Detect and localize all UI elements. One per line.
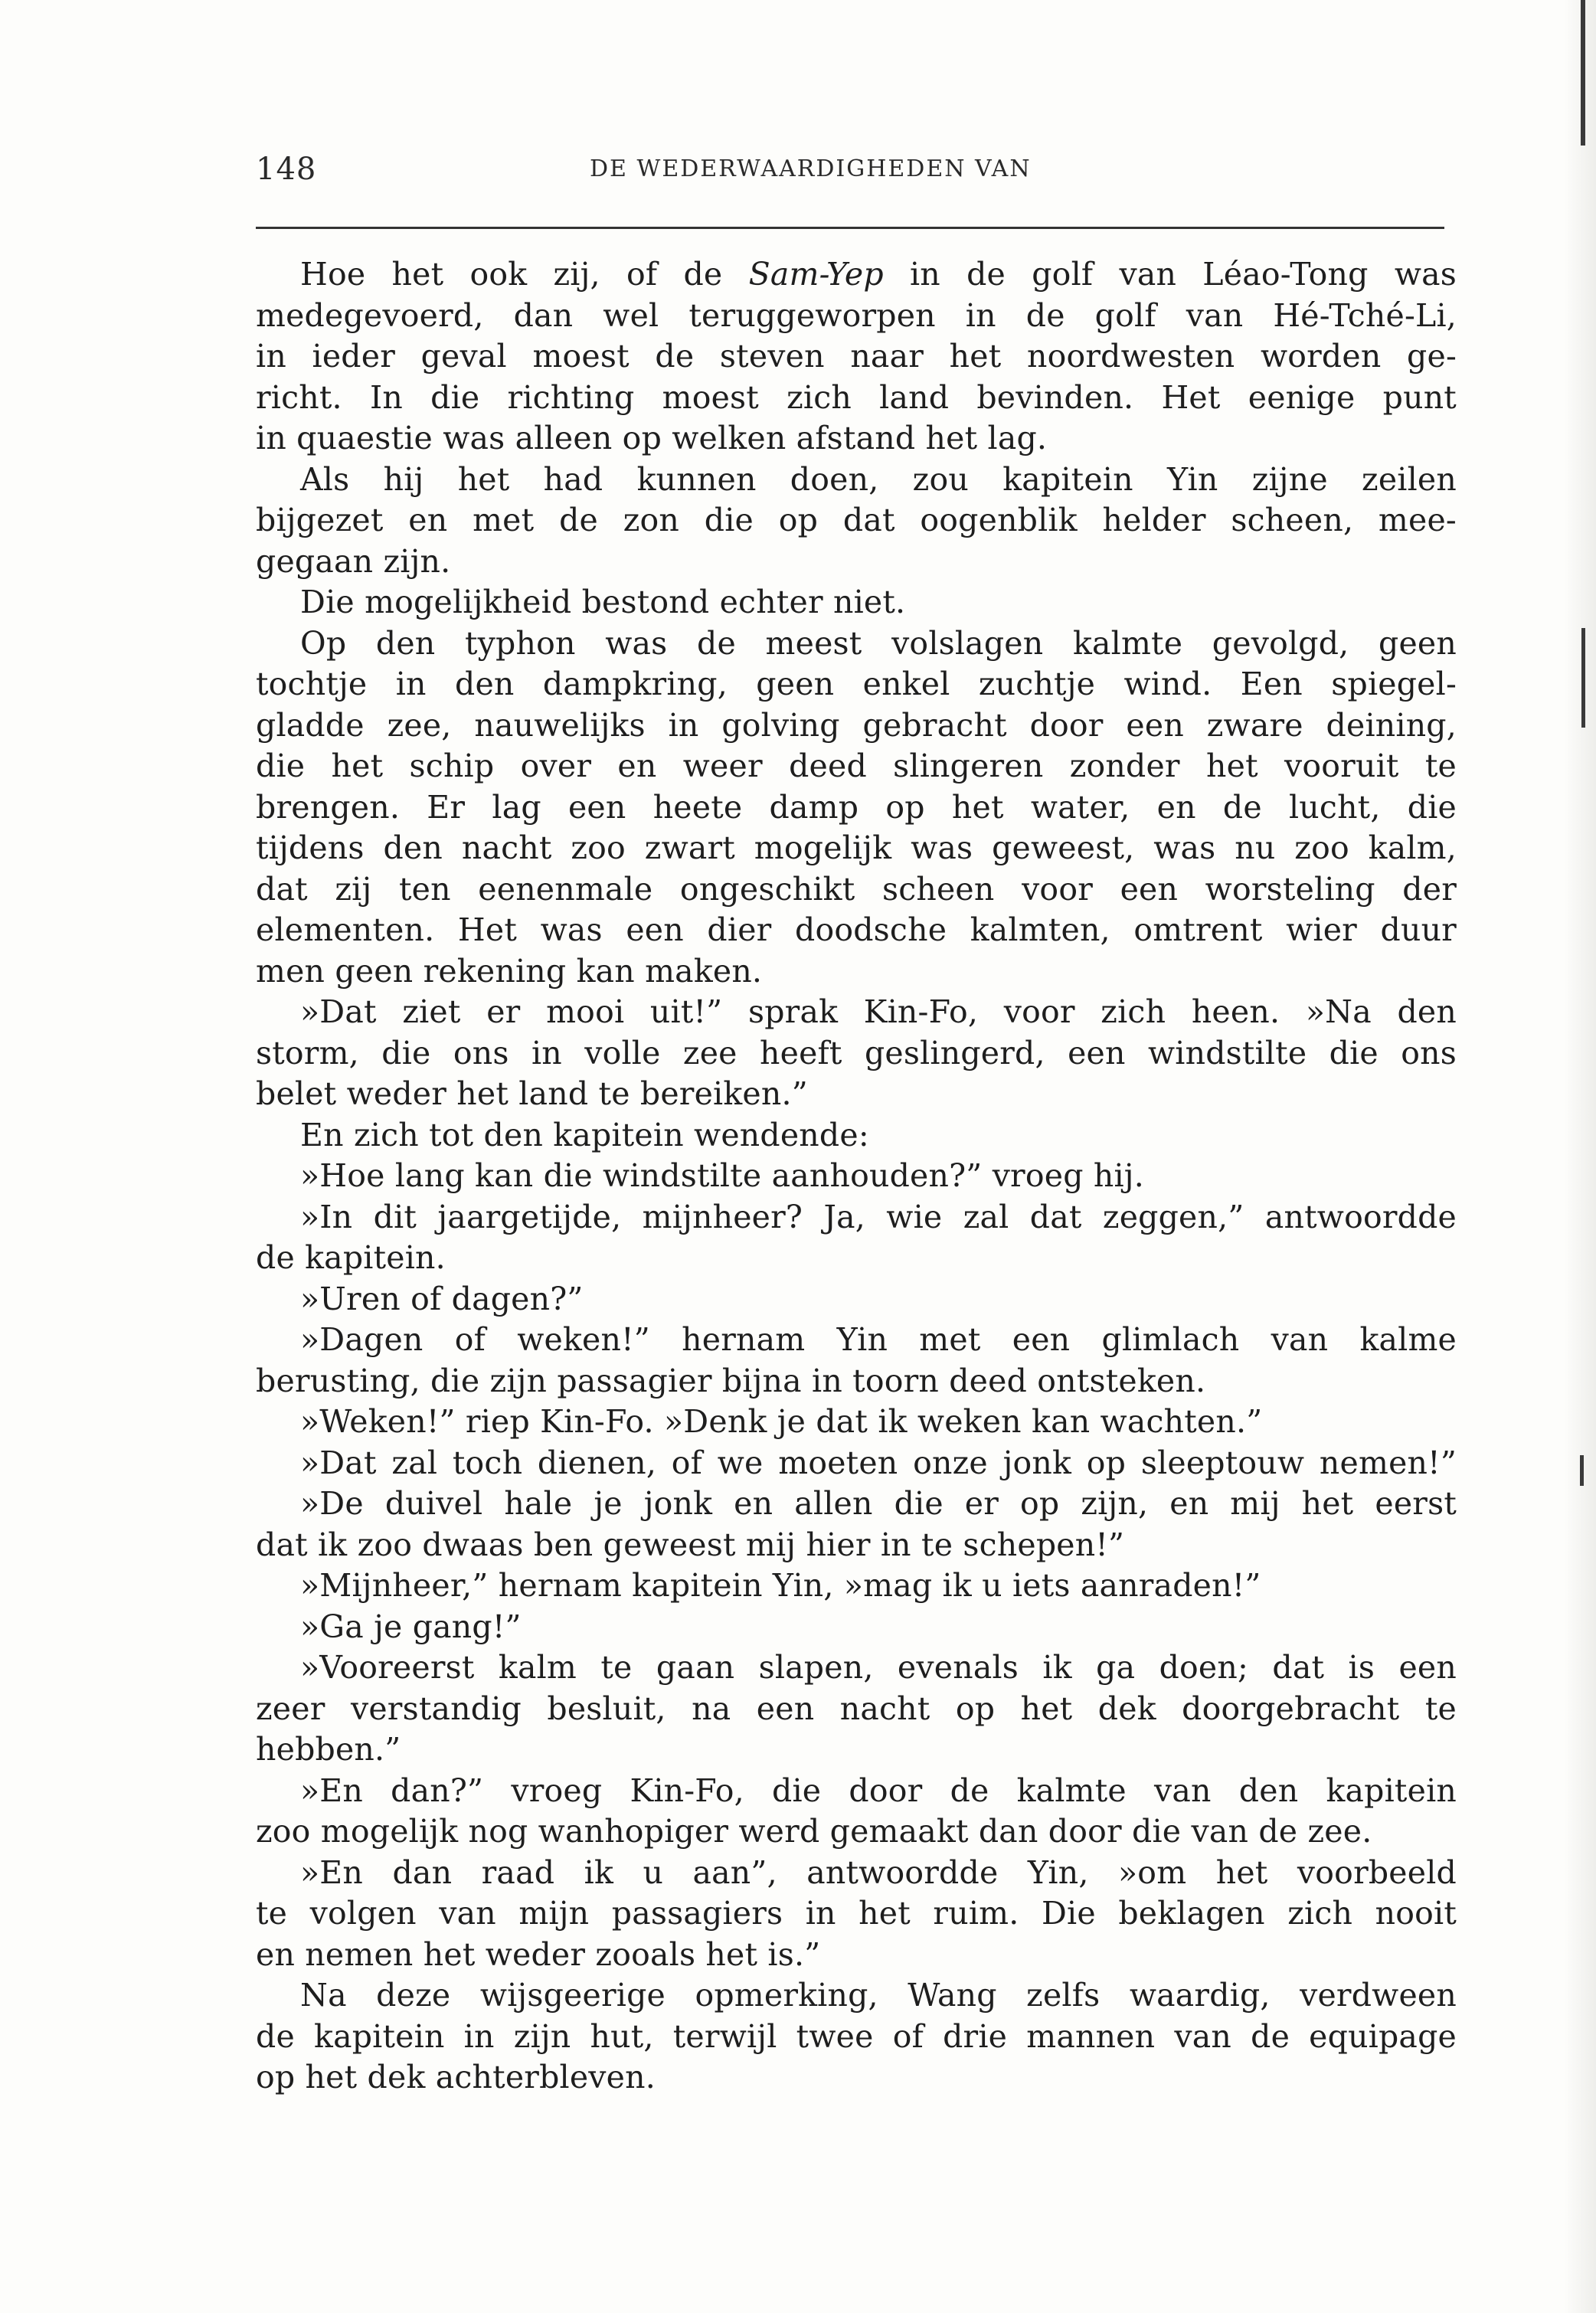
text-line (256, 787, 1457, 829)
text-line-content: »Uren of dagen?” (300, 1280, 584, 1317)
text-line (256, 1238, 1457, 1279)
text-line-content: bijgezet en met de zon die op dat oogenblik helder scheen, mee- (256, 502, 1457, 538)
text-line (256, 1033, 1457, 1075)
text-line (256, 500, 1457, 541)
edge-mark-middle (1581, 628, 1585, 728)
text-line (256, 910, 1457, 951)
text-line-content: dat ik zoo dwaas ben geweest mij hier in te schepen!” (256, 1526, 1125, 1563)
text-line-content: Hoe het ook zij, of de (300, 256, 749, 293)
text-line-content: »Vooreerst kalm te gaan slapen, evenals ik ga doen; dat is een (300, 1649, 1457, 1686)
text-line-content: gladde zee, nauwelijks in golving gebracht door een zware deining, (256, 706, 1457, 744)
text-line-content: tijdens den nacht zoo zwart mogelijk was geweest, was nu zoo kalm, (256, 829, 1457, 866)
text-line (256, 1689, 1457, 1730)
text-line (256, 336, 1457, 378)
text-line (256, 1361, 1457, 1402)
text-line (256, 1402, 1457, 1443)
text-line-content: en nemen het weder zooals het is.” (256, 1935, 821, 1973)
text-line (256, 828, 1457, 869)
text-line-content: »Weken!” riep Kin-Fo. »Denk je dat ik weken kan wachten.” (300, 1403, 1263, 1440)
text-line (256, 378, 1457, 419)
text-line-content: men geen rekening kan maken. (256, 952, 763, 990)
text-line (256, 664, 1457, 705)
text-line-content: die het schip over en weer deed slingeren zonder het vooruit te (256, 748, 1457, 784)
text-line-content: Na deze wijsgeerige opmerking, Wang zelfs waardig, verdween (300, 1977, 1457, 2014)
text-line (256, 1607, 1457, 1648)
text-line (256, 1074, 1457, 1115)
text-line-content: storm, die ons in volle zee heeft geslingerd, een windstilte die ons (256, 1034, 1457, 1071)
text-line (256, 418, 1457, 460)
text-line-content: medegevoerd, dan wel teruggeworpen in de golf van Hé-Tché-Li, (256, 296, 1457, 334)
text-line-content: richt. In die richting moest zich land bevinden. Het eenige punt (256, 378, 1457, 416)
text-line (256, 992, 1457, 1033)
text-line-content: »De duivel hale je jonk en allen die er op zijn, en mij het eerst (300, 1485, 1457, 1522)
text-line-content: berusting, die zijn passagier bijna in toorn deed ontsteken. (256, 1362, 1206, 1399)
text-line-content: zeer verstandig besluit, na een nacht op het dek doorgebracht te (256, 1690, 1457, 1727)
header-rule (256, 227, 1444, 229)
text-line (256, 1975, 1457, 2017)
text-line-content: te volgen van mijn passagiers in het ruim. Die beklagen zich nooit (256, 1895, 1457, 1932)
text-line-content: »In dit jaargetijde, mijnheer? Ja, wie zal dat zeggen,” antwoordde (300, 1198, 1457, 1235)
text-line (256, 1565, 1457, 1607)
text-line (256, 1647, 1457, 1689)
text-line (256, 582, 1457, 623)
text-line-content: in quaestie was alleen op welken afstand het lag. (256, 420, 1048, 456)
text-line-content: zoo mogelijk nog wanhopiger werd gemaakt dan door die van de zee. (256, 1813, 1372, 1850)
text-line (256, 1893, 1457, 1935)
text-line (256, 1156, 1457, 1197)
text-line (256, 746, 1457, 787)
text-line (256, 296, 1457, 337)
text-line-content: dat zij ten eenenmale ongeschikt scheen voor een worsteling der (256, 870, 1457, 908)
text-line (256, 1525, 1457, 1566)
text-line-content: »Ga je gang!” (300, 1608, 522, 1645)
text-line (256, 1484, 1457, 1525)
text-line (256, 1771, 1457, 1812)
text-line-content: elementen. Het was een dier doodsche kalmten, omtrent wier duur (256, 911, 1457, 948)
page-edge-shadow (1564, 0, 1596, 2313)
text-line (256, 2017, 1457, 2058)
text-line (256, 1443, 1457, 1484)
text-line-content: gegaan zijn. (256, 542, 451, 580)
text-line (256, 869, 1457, 911)
text-line-content: »Dagen of weken!” hernam Yin met een glimlach van kalme (300, 1321, 1457, 1358)
text-line-content: de kapitein. (256, 1239, 446, 1276)
text-line (256, 1115, 1457, 1156)
edge-mark-lower (1580, 1455, 1584, 1486)
text-line (256, 1279, 1457, 1320)
text-line-content: op het dek achterbleven. (256, 2059, 656, 2095)
text-line-content: »En dan raad ik u aan”, antwoordde Yin, »om het voorbeeld (300, 1853, 1457, 1891)
text-line-content: »Dat zal toch dienen, of we moeten onze jonk op sleeptouw nemen!” (300, 1444, 1457, 1481)
ship-name: Sam-Yep (748, 256, 884, 293)
text-line (256, 1320, 1457, 1361)
text-line-content: tochtje in den dampkring, geen enkel zuchtje wind. Een spiegel- (256, 666, 1457, 702)
text-line (256, 1811, 1457, 1853)
text-line (256, 705, 1457, 747)
text-line-content: »En dan?” vroeg Kin-Fo, die door de kalmte van den kapitein (300, 1772, 1457, 1809)
text-line-content: de kapitein in zijn hut, terwijl twee of drie mannen van de equipage (256, 2017, 1457, 2055)
text-line-content: »Dat ziet er mooi uit!” sprak Kin-Fo, voor zich heen. »Na den (300, 993, 1457, 1030)
text-line (256, 460, 1457, 501)
page-number: 148 (256, 152, 317, 187)
text-line-content: in ieder geval moest de steven naar het noordwesten worden ge- (256, 338, 1457, 375)
text-line-content: Die mogelijkheid bestond echter niet. (300, 584, 906, 620)
edge-mark-top (1581, 0, 1585, 146)
text-line-content: »Mijnheer,” hernam kapitein Yin, »mag ik u iets aanraden!” (300, 1567, 1261, 1604)
text-line (256, 254, 1457, 296)
text-line (256, 1197, 1457, 1238)
text-line-content: Op den typhon was de meest volslagen kalmte gevolgd, geen (300, 624, 1457, 662)
text-line-content: »Hoe lang kan die windstilte aanhouden?” vroeg hij. (300, 1157, 1144, 1194)
text-line (256, 541, 1457, 583)
text-line (256, 1853, 1457, 1894)
text-line-content: Als hij het had kunnen doen, zou kapitein Yin zijne zeilen (300, 460, 1457, 498)
body-text (256, 254, 1457, 2099)
running-title: DE WEDERWAARDIGHEDEN VAN (590, 155, 1032, 182)
text-line (256, 1729, 1457, 1771)
text-line (256, 1935, 1457, 1976)
text-line (256, 2057, 1457, 2099)
text-line-continuation: in de golf van Léao-Tong was (883, 256, 1457, 293)
text-line-content: En zich tot den kapitein wendende: (300, 1116, 869, 1153)
text-line (256, 623, 1457, 665)
text-line-content: hebben.” (256, 1731, 401, 1768)
text-line-content: belet weder het land te bereiken.” (256, 1075, 808, 1112)
text-line-content: brengen. Er lag een heete damp op het water, en de lucht, die (256, 788, 1457, 826)
text-line (256, 951, 1457, 993)
